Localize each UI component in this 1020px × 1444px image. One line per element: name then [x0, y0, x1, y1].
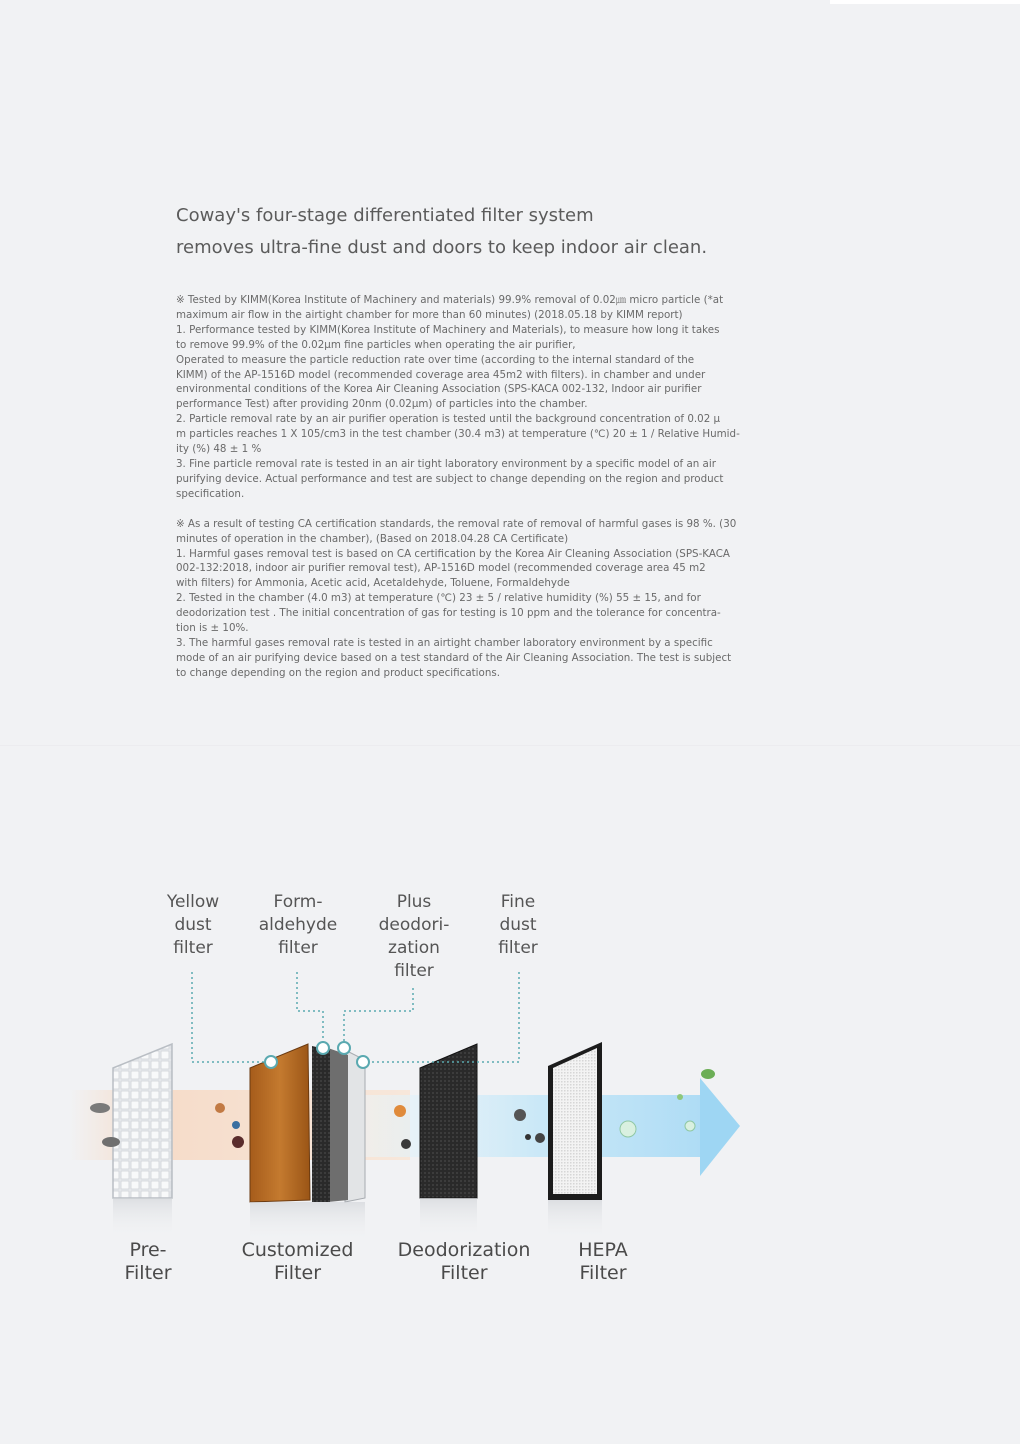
footnote-line: ※ Tested by KIMM(Korea Institute of Machinery and materials) 99.9% removal of 0.02㎛ micro particle (*at	[176, 294, 724, 306]
headline	[176, 200, 876, 264]
pre-filter-panel	[113, 1044, 172, 1238]
footnote-line: tion is ± 10%.	[176, 622, 249, 635]
label-fine-dust-filter: Fine dust filter	[498, 892, 538, 958]
footnote-block-1	[176, 293, 786, 502]
footnote-line: with filters) for Ammonia, Acetic acid, Acetaldehyde, Toluene, Formaldehyde	[176, 577, 570, 590]
footnote-line: maximum air flow in the airtight chamber for more than 60 minutes) (2018.05.18 by KIMM report)	[176, 308, 683, 321]
top-strip	[830, 0, 1020, 4]
label-plus-deodorization-filter: Plus deodori- zation filter	[378, 892, 450, 981]
footnotes	[176, 293, 786, 681]
label-hepa-filter: HEPA Filter	[578, 1239, 628, 1284]
footnote-line: environmental conditions of the Korea Air Cleaning Association (SPS-KACA 002-132, Indoor air purifier	[176, 383, 702, 396]
footnote-line: performance Test) after providing 20nm (0.02μm) of particles into the chamber.	[176, 398, 588, 411]
footnote-line: mode of an air purifying device based on a test standard of the Air Cleaning Association. The test is subject	[176, 651, 732, 664]
label-yellow-dust-filter: Yellow dust filter	[166, 892, 220, 958]
hepa-filter-panel	[548, 1042, 602, 1240]
label-customized-filter: Customized Filter	[241, 1239, 354, 1284]
headline-line-1: Coway's four-stage differentiated filter system	[176, 205, 594, 226]
label-pre-filter: Pre- Filter	[124, 1239, 172, 1284]
footnote-line: ity (%) 48 ± 1 %	[176, 443, 262, 456]
footnote-line: ※ As a result of testing CA certification standards, the removal rate of removal of harmful gases is 98 %. (30	[176, 517, 737, 530]
footnote-block-2	[176, 517, 786, 681]
customized-filter-panel	[250, 1044, 365, 1242]
filter-diagram	[0, 880, 1020, 1300]
label-formaldehyde-filter: Form- aldehyde filter	[258, 892, 338, 958]
footnote-line: Operated to measure the particle reduction rate over time (according to the internal standard of the	[176, 353, 695, 366]
airflow-arrow	[700, 1078, 740, 1176]
footnote-line: 2. Tested in the chamber (4.0 m3) at temperature (℃) 23 ± 5 / relative humidity (%) 55 ± 15, and for	[176, 592, 701, 605]
footnote-line: 3. Fine particle removal rate is tested in an air tight laboratory environment by a specific model of an air	[176, 457, 716, 470]
footnote-line: 3. The harmful gases removal rate is tested in an airtight chamber laboratory environment by a specific	[176, 636, 713, 649]
footnote-line: minutes of operation in the chamber), (Based on 2018.04.28 CA Certificate)	[176, 532, 569, 545]
footnote-line: to change depending on the region and product specifications.	[176, 666, 500, 679]
clean-air-flow	[365, 1095, 705, 1157]
footnote-line: m particles reaches 1 X 105/cm3 in the test chamber (30.4 m3) at temperature (℃) 20 ± 1 / Relative Humid-	[176, 428, 740, 441]
footnote-line: purifying device. Actual performance and test are subject to change depending on the region and product	[176, 472, 724, 485]
footnote-line: KIMM) of the AP-1516D model (recommended coverage area 45m2 with filters). in chamber and under	[176, 368, 706, 381]
label-deodorization-filter: Deodorization Filter	[397, 1239, 531, 1284]
footnote-line: specification.	[176, 487, 245, 500]
footnote-line: 1. Harmful gases removal test is based on CA certification by the Korea Air Cleaning Association (SPS-KACA	[176, 547, 730, 560]
footnote-line: 002-132:2018, indoor air purifier removal test), AP-1516D model (recommended coverage area 45 m2	[176, 562, 706, 575]
footnote-line: 2. Particle removal rate by an air purifier operation is tested until the background concentration of 0.02 μ	[176, 413, 721, 426]
headline-line-2: removes ultra-fine dust and doors to keep indoor air clean.	[176, 237, 708, 258]
deodorization-filter-panel	[420, 1044, 477, 1238]
footnote-line: to remove 99.9% of the 0.02μm fine particles when operating the air purifier,	[176, 338, 576, 351]
footnote-line: deodorization test . The initial concentration of gas for testing is 10 ppm and the tolerance for concentra-	[176, 607, 721, 620]
footnote-line: 1. Performance tested by KIMM(Korea Institute of Machinery and Materials), to measure how long it takes	[176, 323, 720, 336]
